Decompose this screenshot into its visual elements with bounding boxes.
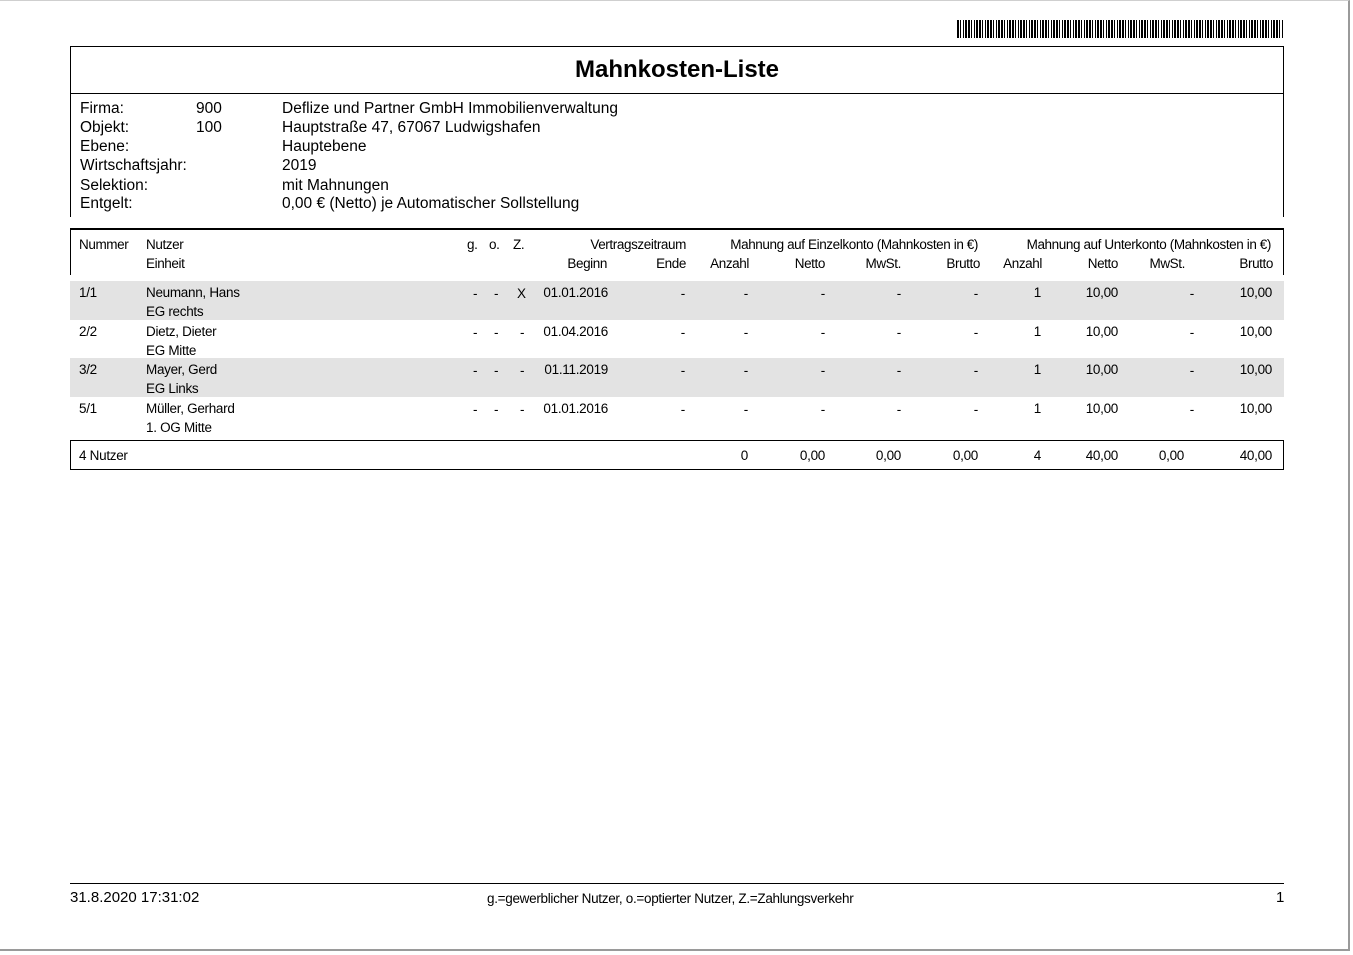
cell-nutzer: Dietz, Dieter — [146, 324, 217, 339]
cell-einheit: 1. OG Mitte — [146, 420, 212, 435]
cell-g: - — [473, 363, 478, 378]
cell-u-netto: 10,00 — [1085, 285, 1118, 300]
info-value: 2019 — [282, 157, 317, 174]
header-e-mwst: MwSt. — [865, 256, 901, 271]
totals-u-brutto: 40,00 — [1239, 448, 1272, 463]
cell-beginn: 01.01.2016 — [543, 401, 608, 416]
info-row-wirtschaftsjahr — [80, 156, 1270, 175]
cell-g: - — [473, 402, 478, 417]
info-label: Firma: — [80, 100, 124, 117]
cell-e-mwst: - — [896, 325, 901, 340]
cell-u-brutto: 10,00 — [1239, 401, 1272, 416]
cell-u-anzahl: 1 — [1033, 324, 1041, 339]
header-nutzer: Nutzer — [146, 237, 184, 252]
title-box — [70, 46, 1284, 94]
cell-u-netto: 10,00 — [1085, 401, 1118, 416]
cell-u-anzahl: 1 — [1033, 401, 1041, 416]
header-g: g. — [467, 237, 478, 252]
info-value: Hauptebene — [282, 138, 367, 155]
header-vertragszeitraum: Vertragszeitraum — [590, 237, 686, 252]
cell-e-anzahl: - — [743, 325, 748, 340]
cell-g: - — [473, 325, 478, 340]
cell-e-netto: - — [820, 363, 825, 378]
header-einzelkonto-group: Mahnung auf Einzelkonto (Mahnkosten in €) — [730, 237, 978, 252]
cell-u-mwst: - — [1189, 286, 1194, 301]
footer-timestamp: 31.8.2020 17:31:02 — [70, 889, 200, 906]
cell-g: - — [473, 286, 478, 301]
cell-einheit: EG rechts — [146, 304, 204, 319]
cell-e-mwst: - — [896, 363, 901, 378]
header-u-mwst: MwSt. — [1149, 256, 1185, 271]
header-o: o. — [489, 237, 500, 252]
totals-e-netto: 0,00 — [799, 448, 825, 463]
cell-e-netto: - — [820, 325, 825, 340]
cell-nutzer: Mayer, Gerd — [146, 362, 217, 377]
cell-nummer: 1/1 — [79, 285, 97, 300]
cell-einheit: EG Mitte — [146, 343, 197, 358]
cell-u-mwst: - — [1189, 402, 1194, 417]
table-row — [70, 397, 1284, 436]
cell-e-anzahl: - — [743, 402, 748, 417]
cell-e-mwst: - — [896, 402, 901, 417]
cell-beginn: 01.11.2019 — [544, 362, 608, 377]
cell-nutzer: Müller, Gerhard — [146, 401, 235, 416]
totals-u-anzahl: 4 — [1033, 448, 1041, 463]
table-row — [70, 320, 1284, 359]
cell-e-netto: - — [820, 402, 825, 417]
cell-u-netto: 10,00 — [1085, 362, 1118, 377]
table-row — [70, 281, 1284, 320]
totals-u-mwst: 0,00 — [1158, 448, 1184, 463]
footer-divider — [70, 883, 1284, 884]
cell-beginn: 01.04.2016 — [543, 324, 608, 339]
footer-legend: g.=gewerblicher Nutzer, o.=optierter Nutzer, Z.=Zahlungsverkehr — [487, 891, 854, 906]
info-value: 0,00 € (Netto) je Automatischer Sollstellung — [282, 195, 580, 212]
info-label: Entgelt: — [80, 195, 133, 212]
info-section — [70, 93, 1284, 217]
header-u-anzahl: Anzahl — [1003, 256, 1042, 271]
info-label: Wirtschaftsjahr: — [80, 157, 187, 174]
header-e-netto: Netto — [794, 256, 825, 271]
cell-ende: - — [680, 325, 685, 340]
totals-e-brutto: 0,00 — [952, 448, 978, 463]
header-u-brutto: Brutto — [1239, 256, 1273, 271]
info-row-selektion — [80, 176, 1270, 195]
cell-u-brutto: 10,00 — [1239, 324, 1272, 339]
info-label: Objekt: — [80, 119, 130, 136]
cell-nutzer: Neumann, Hans — [146, 285, 240, 300]
cell-u-netto: 10,00 — [1085, 324, 1118, 339]
info-row-ebene — [80, 137, 1270, 156]
cell-z: - — [520, 363, 525, 378]
totals-label: 4 Nutzer — [79, 448, 128, 463]
cell-e-mwst: - — [896, 286, 901, 301]
header-unterkonto-group: Mahnung auf Unterkonto (Mahnkosten in €) — [1026, 237, 1271, 252]
cell-nummer: 2/2 — [79, 324, 97, 339]
info-label: Ebene: — [80, 138, 130, 155]
cell-nummer: 5/1 — [79, 401, 97, 416]
info-number: 100 — [196, 119, 222, 136]
header-nummer: Nummer — [79, 237, 129, 252]
cell-u-anzahl: 1 — [1033, 285, 1041, 300]
cell-ende: - — [680, 286, 685, 301]
footer-page-number: 1 — [1276, 889, 1285, 906]
cell-u-mwst: - — [1189, 325, 1194, 340]
header-beginn: Beginn — [567, 256, 607, 271]
header-e-anzahl: Anzahl — [710, 256, 749, 271]
table-header — [70, 228, 1284, 275]
cell-ende: - — [680, 363, 685, 378]
cell-o: - — [494, 402, 499, 417]
cell-z: X — [517, 286, 526, 301]
cell-ende: - — [680, 402, 685, 417]
header-e-brutto: Brutto — [946, 256, 980, 271]
totals-row — [70, 440, 1284, 470]
cell-o: - — [494, 286, 499, 301]
report-title: Mahnkosten-Liste — [574, 56, 780, 83]
cell-e-brutto: - — [973, 402, 978, 417]
cell-z: - — [520, 402, 525, 417]
cell-u-brutto: 10,00 — [1239, 285, 1272, 300]
info-value: mit Mahnungen — [282, 177, 389, 194]
cell-e-brutto: - — [973, 363, 978, 378]
table-row — [70, 358, 1284, 397]
cell-o: - — [494, 325, 499, 340]
info-row-objekt — [80, 118, 1270, 137]
header-u-netto: Netto — [1087, 256, 1118, 271]
totals-u-netto: 40,00 — [1085, 448, 1118, 463]
cell-u-anzahl: 1 — [1033, 362, 1041, 377]
cell-e-brutto: - — [973, 325, 978, 340]
cell-nummer: 3/2 — [79, 362, 97, 377]
cell-einheit: EG Links — [146, 381, 199, 396]
cell-z: - — [520, 325, 525, 340]
header-z: Z. — [513, 237, 525, 252]
info-value: Hauptstraße 47, 67067 Ludwigshafen — [282, 119, 541, 136]
barcode — [957, 20, 1283, 38]
info-row-entgelt — [80, 194, 1270, 213]
cell-o: - — [494, 363, 499, 378]
cell-e-anzahl: - — [743, 363, 748, 378]
info-label: Selektion: — [80, 177, 149, 194]
cell-u-mwst: - — [1189, 363, 1194, 378]
cell-e-brutto: - — [973, 286, 978, 301]
header-einheit: Einheit — [146, 256, 185, 271]
totals-e-mwst: 0,00 — [875, 448, 901, 463]
cell-e-anzahl: - — [743, 286, 748, 301]
cell-e-netto: - — [820, 286, 825, 301]
info-row-firma — [80, 99, 1270, 118]
totals-e-anzahl: 0 — [740, 448, 748, 463]
info-value: Deflize und Partner GmbH Immobilienverwaltung — [282, 100, 618, 117]
cell-beginn: 01.01.2016 — [543, 285, 608, 300]
header-ende: Ende — [656, 256, 686, 271]
cell-u-brutto: 10,00 — [1239, 362, 1272, 377]
info-number: 900 — [196, 100, 222, 117]
